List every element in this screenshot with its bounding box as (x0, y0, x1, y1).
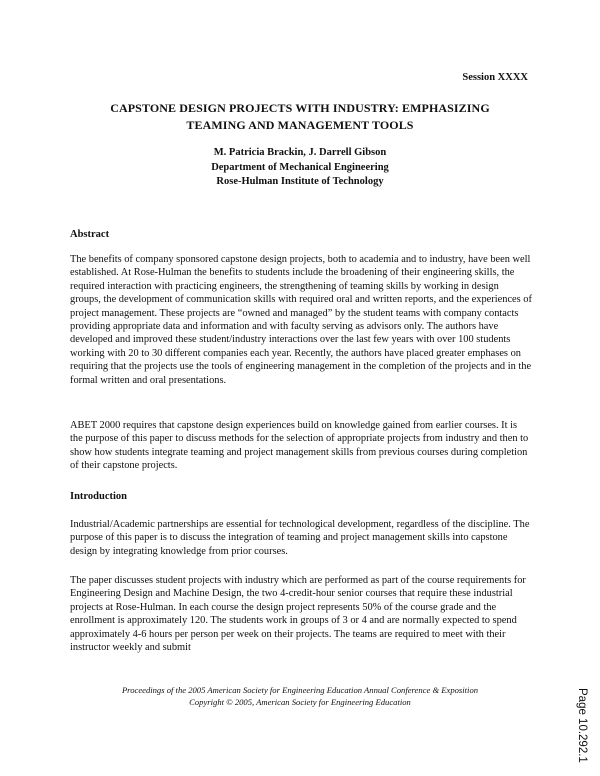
introduction-paragraph-1: Industrial/Academic partnerships are essential for technological development, regardless of the discipline. The purpose of this paper is to discuss the integration of teaming and project management skills into capstone design by integrating knowledge from prior courses. (70, 519, 530, 557)
title-line-2: TEAMING AND MANAGEMENT TOOLS (186, 118, 414, 132)
abstract-paragraph-2: ABET 2000 requires that capstone design experiences build on knowledge gained from earlier courses. It is the purpose of this paper to discuss methods for the selection of appropriate projects from industry and then to show how students integrate teaming and project management skills from previous courses during completion of their capstone projects. (70, 420, 529, 472)
session-label: Session XXXX (462, 72, 528, 83)
introduction-paragraph-2: The paper discusses student projects with industry which are performed as part of the course requirements for Engineering Design and Machine Design, the two 4-credit-hour senior courses that require these industrial projects at Rose-Hulman. In each course the design project represents 50% of the course grade and the enrollment is approximately 120. The students work in groups of 3 or 4 and are normally expected to spend approximately 4-6 hours per person per week on their projects. The teams are required to meet with their instructor weekly and submit (70, 575, 526, 654)
footer-proceedings: Proceedings of the 2005 American Society for Engineering Education Annual Conference & Exposition (121, 685, 479, 695)
footer-copyright: Copyright © 2005, American Society for Engineering Education (189, 697, 411, 707)
abstract-paragraph-1: The benefits of company sponsored capstone design projects, both to academia and to industry, have been well established. At Rose-Hulman the benefits to students include the broadening of their engineering skills, the required interaction with practicing engineers, the strengthening of teaming skills by working in design groups, the development of communication skills with required oral and written reports, and the experiences of project management. These projects are “owned and managed” by the student teams with company contacts providing appropriate data and information and with faculty serving as advisors only. The authors have developed and improved these student/industry interactions over the last few years with over 100 students working with 20 to 30 different companies each year. Recently, the authors have placed greater emphases on requiring that the projects use the tools of engineering management in the completion of the projects and in the formal written and oral presentations. (70, 254, 532, 386)
page-number-stamp (576, 684, 600, 774)
author-department: Department of Mechanical Engineering (211, 161, 389, 173)
page-number-text: Page 10.292.1 (576, 688, 588, 763)
author-block (70, 146, 530, 190)
paper-title (70, 100, 530, 134)
author-institution: Rose-Hulman Institute of Technology (216, 176, 384, 187)
title-line-1: CAPSTONE DESIGN PROJECTS WITH INDUSTRY: EMPHASIZING (110, 101, 490, 115)
author-names: M. Patricia Brackin, J. Darrell Gibson (213, 147, 387, 158)
introduction-heading: Introduction (70, 491, 127, 502)
page-footer (70, 684, 530, 708)
abstract-heading: Abstract (70, 229, 110, 240)
